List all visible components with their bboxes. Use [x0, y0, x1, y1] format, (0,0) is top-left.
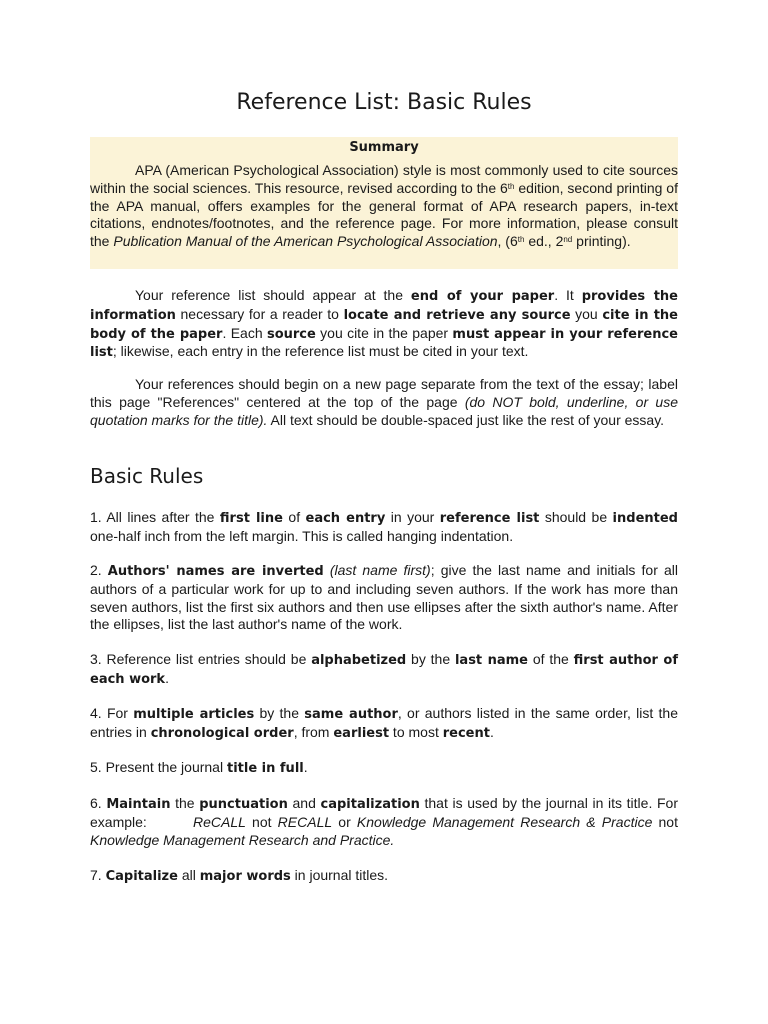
rule-5 — [90, 759, 678, 778]
emphasis-text: first author of each work — [90, 653, 678, 687]
paragraph-text: . Each — [222, 324, 267, 341]
rule-text: not — [652, 813, 678, 830]
emphasis-text: capitalization — [320, 797, 420, 812]
rule-text: should be — [539, 509, 613, 525]
italic-example: Knowledge Management Research and Practice. — [90, 831, 395, 848]
emphasis-text: Maintain — [106, 797, 171, 812]
references-page-paragraph — [90, 376, 678, 429]
rule-text: 1. All lines after the — [90, 509, 220, 525]
summary-text: edition, second printing of the APA manual, offers examples for the general format of APA research papers, in-text citations, endnotes/footnotes, and the reference page. For more information, please consult the — [90, 179, 678, 250]
rule-text: . — [489, 723, 494, 740]
summary-superscript: th — [507, 181, 515, 191]
summary-superscript: nd — [563, 235, 573, 245]
emphasis-text: last name — [454, 653, 529, 668]
rule-text: . — [165, 669, 169, 686]
summary-heading: Summary — [349, 140, 419, 155]
italic-example: Knowledge Management Research & Practice — [356, 813, 653, 830]
rule-text: not — [245, 813, 278, 830]
rule-text: , from — [293, 723, 334, 740]
emphasis-text: reference list — [439, 511, 540, 526]
emphasis-text: multiple articles — [133, 707, 255, 722]
emphasis-text: locate and retrieve any source — [343, 307, 571, 323]
rule-text: 6. — [90, 795, 107, 811]
emphasis-text: end of your paper — [410, 289, 555, 304]
emphasis-text: same author — [304, 707, 398, 722]
rule-text: in journal titles. — [290, 867, 389, 883]
summary-superscript: th — [517, 235, 525, 245]
summary-text: printing). — [572, 233, 631, 250]
basic-rules-heading: Basic Rules — [90, 464, 204, 488]
paragraph-text: Your reference list should appear at the — [135, 287, 411, 303]
rule-text: or — [332, 813, 357, 830]
paragraph-text: Your references should begin on a new page separate from the text of the essay; label this page "References" centered at the top of the page — [90, 376, 678, 410]
emphasis-text: indented — [612, 511, 678, 526]
paragraph-text: you — [570, 305, 603, 322]
emphasis-text: each entry — [305, 511, 386, 526]
page-title: Reference List: Basic Rules — [236, 90, 532, 115]
summary-text: , (6 — [497, 233, 518, 250]
rule-text: one-half inch from the left margin. This is called hanging indentation. — [90, 527, 514, 544]
emphasis-text: Capitalize — [105, 869, 178, 884]
summary-paragraph — [90, 162, 678, 251]
emphasis-text: alphabetized — [311, 653, 407, 668]
emphasis-text: source — [266, 326, 316, 342]
emphasis-text: provides the information — [90, 289, 678, 323]
emphasis-text: recent — [442, 725, 490, 741]
rule-text: 2. — [90, 562, 108, 578]
rule-text: . — [303, 759, 308, 775]
summary-text: ed., 2 — [524, 233, 564, 250]
summary-text: APA (American Psychological Association) style is most commonly used to cite sources within the social sciences. This resource, revised according to the 6 — [90, 162, 678, 196]
rule-text: 5. Present the journal — [90, 759, 227, 775]
paragraph-text: ; likewise, each entry in the reference list must be cited in your text. — [112, 343, 529, 360]
emphasis-text: must appear in your reference list — [90, 326, 678, 361]
emphasis-text: first line — [219, 511, 283, 526]
italic-note: (do NOT bold, underline, or use quotation marks for the title). — [90, 393, 678, 428]
rule-text: that is used by the journal in its title. For example: — [90, 795, 678, 830]
paragraph-text: . It — [554, 287, 582, 303]
rule-7 — [90, 867, 678, 886]
rule-text: , or authors listed in the same order, list the entries in — [90, 705, 678, 740]
rule-text: of the — [528, 651, 574, 667]
rule-1 — [90, 509, 678, 546]
rule-text: 3. Reference list entries should be — [90, 651, 312, 667]
italic-example: ReCALL — [192, 813, 246, 830]
italic-note: (last name first) — [329, 562, 431, 578]
rule-text: to most — [389, 723, 443, 740]
emphasis-text: cite in the body of the paper — [90, 307, 678, 342]
rule-text: the — [170, 795, 200, 811]
emphasis-text: major words — [199, 869, 291, 884]
rule-text: by the — [254, 705, 305, 721]
emphasis-text: Authors' names are inverted — [107, 564, 324, 579]
rule-3 — [90, 651, 678, 689]
rule-text: ; give the last name and initials for all authors of a particular work for up to and including seven authors. If the work has more than seven authors, list the first six authors and then use ellipses after the sixth author's name. After the ellipses, list the last author's name of the work. — [90, 562, 678, 633]
italic-example: RECALL — [277, 813, 333, 830]
paragraph-text: necessary for a reader to — [175, 305, 344, 322]
rule-6 — [90, 795, 678, 849]
rule-text: 4. For — [90, 705, 134, 721]
rule-text: of — [282, 509, 306, 525]
emphasis-text: chronological order — [150, 725, 294, 741]
summary-manual-title: Publication Manual of the American Psychological Association — [113, 233, 498, 250]
rule-text: 7. — [90, 867, 106, 883]
reference-list-paragraph — [90, 287, 678, 362]
rule-text: all — [177, 867, 200, 883]
rule-text: and — [287, 795, 321, 811]
emphasis-text: earliest — [333, 725, 390, 741]
rule-text: by the — [406, 651, 455, 667]
paragraph-text: All text should be double-spaced just like the rest of your essay. — [267, 411, 665, 428]
rule-2 — [90, 562, 678, 634]
emphasis-text: punctuation — [199, 797, 288, 812]
rule-4 — [90, 705, 678, 743]
rule-text: in your — [385, 509, 440, 525]
emphasis-text: title in full — [226, 761, 304, 776]
paragraph-text: you cite in the paper — [315, 324, 453, 341]
